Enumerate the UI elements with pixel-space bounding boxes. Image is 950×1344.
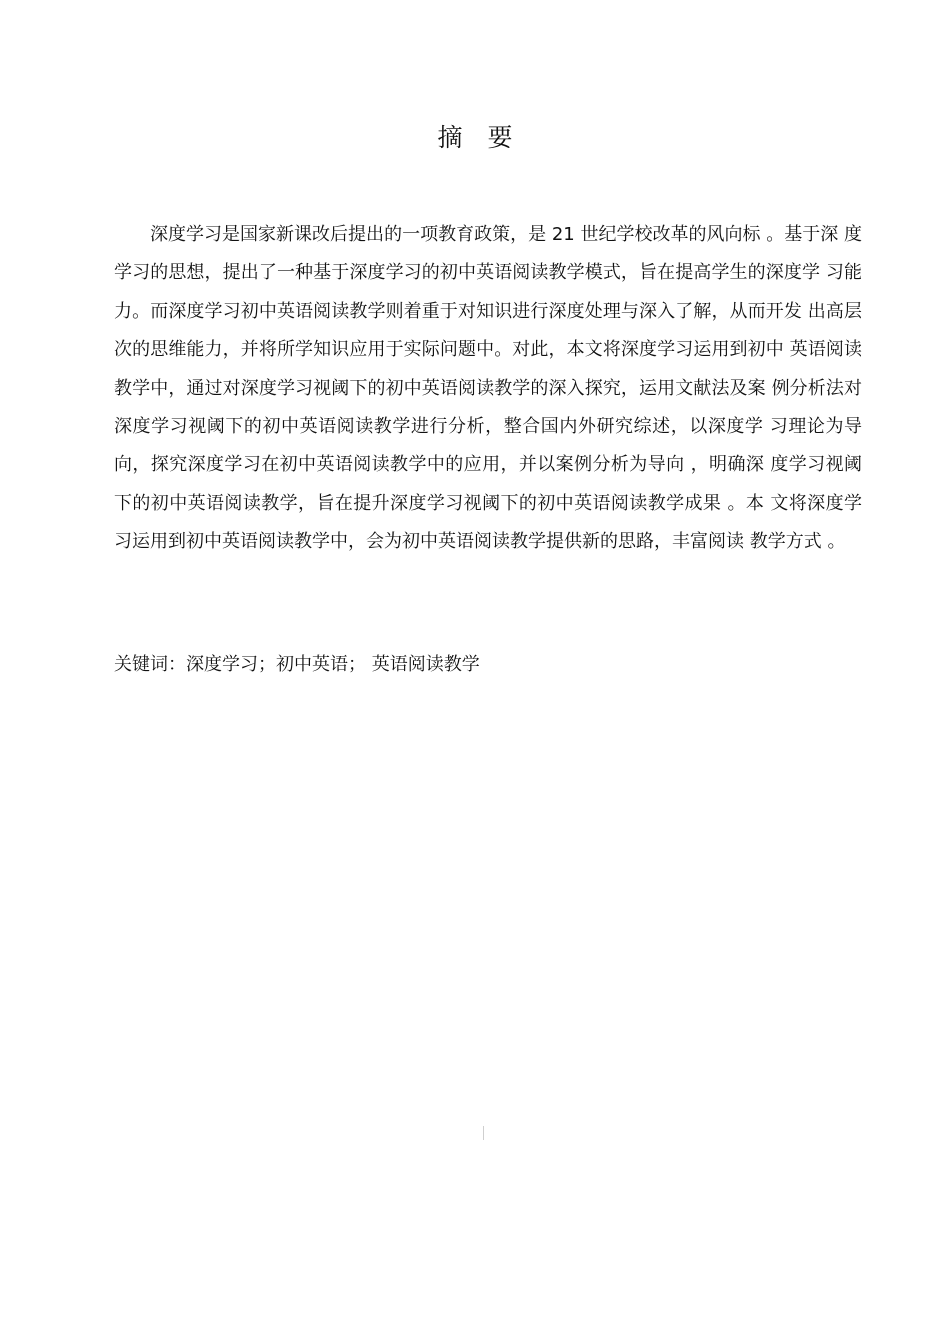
abstract-paragraph: 深度学习是国家新课改后提出的一项教育政策，是 21 世纪学校改革的风向标 。基于深 度学习的思想，提出了一种基于深度学习的初中英语阅读教学模式，旨在提高学生的深度学 习能力。而深度学习初中英语阅读教学则着重于对知识进行深度处理与深入了解，从而开发 出高层次的思维能力，并将所学知识应用于实际问题中。对此，本文将深度学习运用到初中 英语阅读教学中，通过对深度学习视阈下的初中英语阅读教学的深入探究，运用文献法及案 例分析法对深度学习视阈下的初中英语阅读教学进行分析，整合国内外研究综述，以深度学 习理论为导向，探究深度学习在初中英语阅读教学中的应用，并以案例分析为导向 ，明确深 度学习视阈下的初中英语阅读教学，旨在提升深度学习视阈下的初中英语阅读教学成果 。本 文将深度学习运用到初中英语阅读教学中，会为初中英语阅读教学提供新的思路，丰富阅读 教学方式 。 — [114, 224, 862, 553]
page-title: 摘 要 — [437, 123, 513, 152]
page-divider-mark — [483, 1126, 484, 1140]
keywords-line: 关键词：深度学习；初中英语； 英语阅读教学 — [114, 654, 480, 675]
